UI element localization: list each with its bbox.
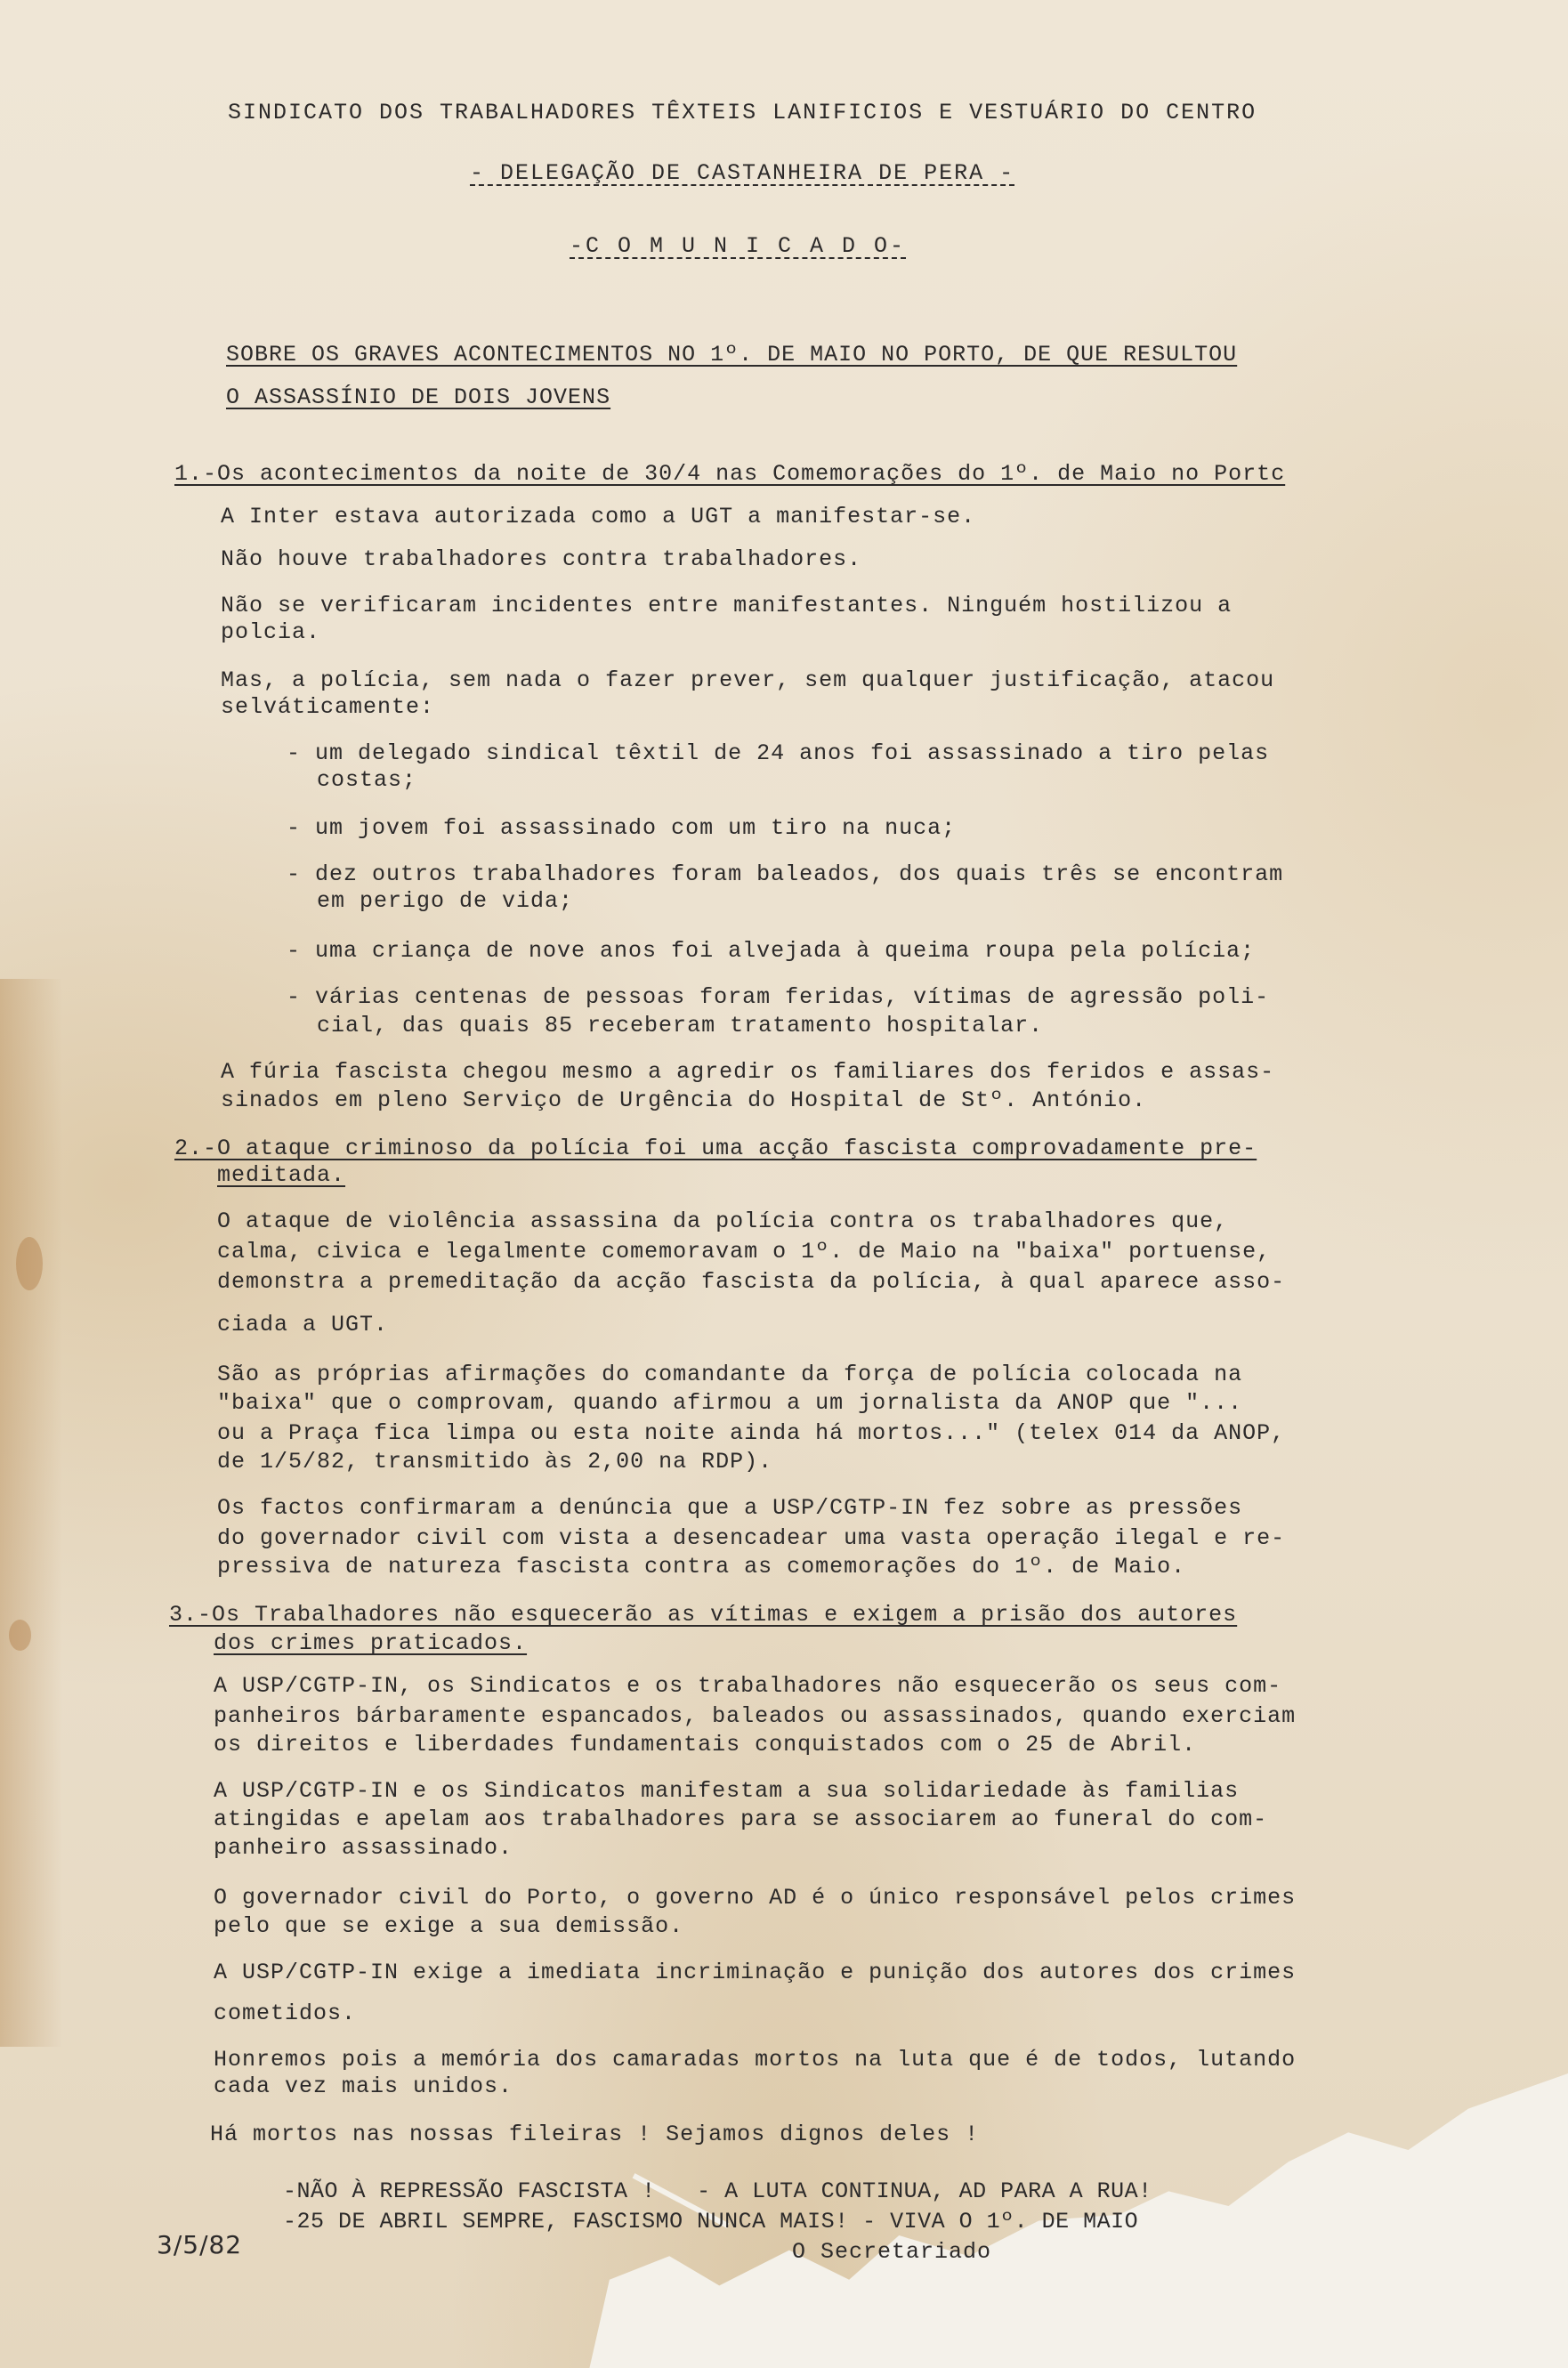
paragraph-line: Honremos pois a memória dos camaradas mortos na luta que é de todos, lutando	[214, 2047, 1297, 2073]
section-2-heading: meditada.	[217, 1162, 346, 1188]
paragraph-line: Não houve trabalhadores contra trabalhadores.	[221, 546, 862, 572]
paragraph-line: A Inter estava autorizada como a UGT a manifestar-se.	[221, 504, 976, 529]
paragraph-line: pelo que se exige a sua demissão.	[214, 1913, 684, 1939]
section-3-heading: 3.-Os Trabalhadores não esquecerão as vítimas e exigem a prisão dos autores	[169, 1602, 1238, 1628]
paragraph-line: selváticamente:	[221, 694, 435, 720]
paragraph-line: A USP/CGTP-IN e os Sindicatos manifestam a sua solidariedade às familias	[214, 1778, 1240, 1804]
paper-stain	[0, 979, 62, 2047]
subject-line: O ASSASSÍNIO DE DOIS JOVENS	[226, 384, 611, 410]
paragraph-line: cometidos.	[214, 2000, 357, 2026]
paragraph-line: Não se verificaram incidentes entre manifestantes. Ninguém hostilizou a	[221, 593, 1233, 618]
bullet-item: - um delegado sindical têxtil de 24 anos foi assassinado a tiro pelas	[287, 740, 1270, 766]
paper-stain-spot	[16, 1237, 43, 1290]
paragraph-line: panheiros bárbaramente espancados, baleados ou assassinados, quando exerciam	[214, 1703, 1297, 1729]
paragraph-line: demonstra a premeditação da acção fascista da polícia, à qual aparece asso-	[217, 1269, 1286, 1295]
paper-stain-spot	[9, 1620, 31, 1651]
bullet-item: em perigo de vida;	[317, 888, 574, 914]
paragraph-line: os direitos e liberdades fundamentais conquistados com o 25 de Abril.	[214, 1732, 1197, 1758]
paragraph-line: Mas, a polícia, sem nada o fazer prever, sem qualquer justificação, atacou	[221, 667, 1275, 693]
paragraph-line: sinados em pleno Serviço de Urgência do Hospital de Stº. António.	[221, 1087, 1147, 1113]
section-1-heading: 1.-Os acontecimentos da noite de 30/4 nas Comemorações do 1º. de Maio no Portc	[174, 461, 1286, 487]
paragraph-line: O ataque de violência assassina da polícia contra os trabalhadores que,	[217, 1208, 1229, 1234]
paragraph-line: polcia.	[221, 619, 321, 645]
paragraph-line: Há mortos nas nossas fileiras ! Sejamos dignos deles !	[210, 2122, 980, 2147]
paragraph-line: de 1/5/82, transmitido às 2,00 na RDP).	[217, 1449, 773, 1475]
paragraph-line: ciada a UGT.	[217, 1312, 389, 1338]
bullet-item: - várias centenas de pessoas foram feridas, vítimas de agressão poli-	[287, 984, 1270, 1010]
paragraph-line: A USP/CGTP-IN, os Sindicatos e os trabalhadores não esquecerão os seus com-	[214, 1673, 1282, 1699]
paragraph-line: do governador civil com vista a desencadear uma vasta operação ilegal e re-	[217, 1525, 1286, 1551]
footer-slogan: -25 DE ABRIL SEMPRE, FASCISMO NUNCA MAIS! - VIVA O 1º. DE MAIO	[283, 2209, 1139, 2235]
paragraph-line: "baixa" que o comprovam, quando afirmou a um jornalista da ANOP que "...	[217, 1390, 1243, 1416]
delegation-name: - DELEGAÇÃO DE CASTANHEIRA DE PERA -	[470, 160, 1015, 186]
paragraph-line: São as próprias afirmações do comandante da força de polícia colocada na	[217, 1362, 1243, 1387]
paragraph-line: atingidas e apelam aos trabalhadores para se associarem ao funeral do com-	[214, 1806, 1268, 1832]
paragraph-line: Os factos confirmaram a denúncia que a USP/CGTP-IN fez sobre as pressões	[217, 1495, 1243, 1521]
document-title: -C O M U N I C A D O-	[570, 233, 907, 259]
bullet-item: cial, das quais 85 receberam tratamento hospitalar.	[317, 1013, 1044, 1039]
paragraph-line: pressiva de natureza fascista contra as comemorações do 1º. de Maio.	[217, 1554, 1186, 1580]
section-2-heading: 2.-O ataque criminoso da polícia foi uma acção fascista comprovadamente pre-	[174, 1136, 1257, 1161]
subject-line: SOBRE OS GRAVES ACONTECIMENTOS NO 1º. DE MAIO NO PORTO, DE QUE RESULTOU	[226, 342, 1238, 368]
bullet-item: - um jovem foi assassinado com um tiro na nuca;	[287, 815, 957, 841]
union-name: SINDICATO DOS TRABALHADORES TÊXTEIS LANIFICIOS E VESTUÁRIO DO CENTRO	[228, 100, 1257, 125]
bullet-item: - dez outros trabalhadores foram baleados, dos quais três se encontram	[287, 861, 1284, 887]
document-date: 3/5/82	[157, 2230, 243, 2259]
paragraph-line: cada vez mais unidos.	[214, 2073, 513, 2099]
paragraph-line: A fúria fascista chegou mesmo a agredir os familiares dos feridos e assas-	[221, 1059, 1275, 1085]
paragraph-line: calma, civica e legalmente comemoravam o 1º. de Maio na "baixa" portuense,	[217, 1239, 1272, 1265]
paragraph-line: panheiro assassinado.	[214, 1835, 513, 1861]
bullet-item: - uma criança de nove anos foi alvejada à queima roupa pela polícia;	[287, 938, 1256, 964]
paragraph-line: O governador civil do Porto, o governo AD é o único responsável pelos crimes	[214, 1885, 1297, 1911]
paragraph-line: A USP/CGTP-IN exige a imediata incriminação e punição dos autores dos crimes	[214, 1960, 1297, 1985]
footer-slogan: -NÃO À REPRESSÃO FASCISTA ! - A LUTA CONTINUA, AD PARA A RUA!	[283, 2178, 1152, 2204]
bullet-item: costas;	[317, 767, 417, 793]
signature: O Secretariado	[792, 2239, 992, 2265]
section-3-heading: dos crimes praticados.	[214, 1630, 528, 1656]
paragraph-line: ou a Praça fica limpa ou esta noite ainda há mortos..." (telex 014 da ANOP,	[217, 1420, 1286, 1446]
